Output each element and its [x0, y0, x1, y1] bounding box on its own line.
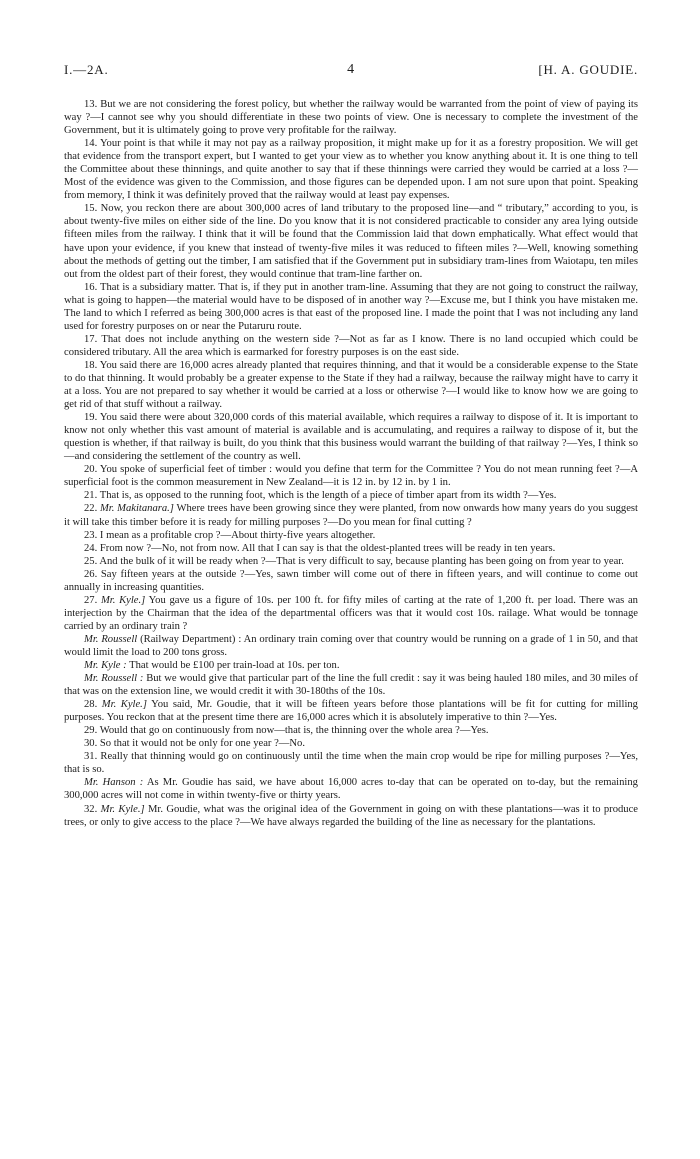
paragraph	[64, 542, 638, 555]
paragraph	[64, 502, 638, 528]
paragraph-text: Where trees have been growing since they were planted, from now onwards how many years do you suggest it will take this timber before it is ready for milling purposes ?—Do you mean for final cutting ?	[64, 503, 638, 528]
paragraph	[64, 659, 638, 672]
paragraph	[64, 202, 638, 280]
paragraph	[64, 633, 638, 659]
paragraph	[64, 737, 638, 750]
paragraph-text: That would be £100 per train-load at 10s. per ton.	[129, 660, 340, 672]
speaker-name: Mr. Kyle.]	[100, 594, 146, 606]
paragraph-text: Say fifteen years at the outside ?—Yes, sawn timber will come out of there in fifteen years, and will continue to come out annually in increasing quantities.	[64, 568, 638, 593]
paragraph	[64, 698, 638, 724]
speaker-name: Mr. Roussell	[84, 633, 138, 645]
speaker-name: Mr. Makitanara.]	[99, 503, 174, 515]
question-number: 27.	[84, 594, 98, 606]
paragraph-text: You said there are 16,000 acres already planted that requires thinning, and that it would be a considerable expense to the State to do that thinning. It would probably be a greater expense to the State if they had a railway, because the railway might have to carry it at a loss. You are not prepared to say whether it would be carried at a loss or otherwise ?—I would like to know how we are going to get rid of that stuff without a railway.	[64, 359, 638, 411]
paragraph-text: But we are not considering the forest policy, but whether the railway would be warranted from the point of view of paying its way ?—I cannot see why you should differentiate in these two points of view. One is necessary to complete the investment of the Government, but it is ultimately going to prove very profitable for the railway.	[64, 99, 638, 137]
speaker-name: Mr. Kyle.]	[101, 699, 147, 711]
question-number: 20.	[84, 464, 98, 476]
paragraph-text: That is a subsidiary matter. That is, if they put in another tram-line. Assuming that they are not going to construct the railway, what is going to happen—the material would have to be disposed of in another way ?—Excuse me, but I think you have mistaken me. The land to which I referred as being 300,000 acres is that east of the proposed line. I made the point that I was not including any land used for forestry purposes on or near the Putaruru route.	[64, 281, 638, 332]
paragraph	[64, 568, 638, 594]
paragraph-text: Really that thinning would go on continuously until the time when the main crop would be ripe for milling purposes ?—Yes, that is so.	[64, 751, 638, 776]
page-header	[64, 62, 638, 84]
question-number: 25.	[84, 555, 98, 567]
paragraph	[64, 776, 638, 802]
question-number: 19.	[84, 412, 98, 424]
paragraph	[64, 489, 638, 502]
paragraph-text: Now, you reckon there are about 300,000 acres of land tributary to the proposed line—and “ tributary,” according to you, is about twenty-five miles on either side of the line. Do you know that it is not considered practicable to consider any area lying outside fifteen miles from the railway. I think that it will be found that the Commission laid that down emphatically. What effect would that have upon your evidence, if you knew that instead of twenty-five miles it was reduced to fifteen miles ?—Well, knowing something about the methods of getting out the timber, I am satisfied that if the Government put in subsidiary tram-lines from Waiotapu, ten miles out from the oldest part of their forest, they would continue that tram-line farther on.	[64, 203, 638, 280]
paragraph-text: You spoke of superficial feet of timber : would you define that term for the Committee ? You do not mean running feet ?—A superficial foot is the common measurement in New Zealand—it is 12 in. by 12 in. by 1 in.	[64, 464, 638, 489]
paragraph	[64, 672, 638, 698]
question-number: 21.	[84, 490, 98, 502]
paragraph	[64, 98, 638, 137]
paragraph-text: So that it would not be only for one year ?—No.	[99, 738, 305, 750]
paragraph	[64, 281, 638, 333]
question-number: 28.	[84, 699, 98, 711]
question-number: 23.	[84, 529, 98, 541]
paragraph	[64, 724, 638, 737]
paragraph-text: But we would give that particular part of the line the full credit : say it was being hauled 180 miles, and 30 miles of that was on the extension line, we would credit it with 30-180ths of the 10s.	[64, 673, 638, 698]
paragraph-text: You said there were about 320,000 cords of this material available, which requires a railway to dispose of it. It is important to know not only whether this vast amount of material is available and is accumulating, and requires a railway to dispose of it, but the question is whether, if that railway is built, do you think that this business would warrant the building of that railway ?—Yes, I think so—and considering the settlement of the country as well.	[64, 412, 638, 463]
paragraph-text: Would that go on continuously from now—that is, the thinning over the whole area ?—Yes.	[99, 725, 489, 737]
paragraph-text: You gave us a figure of 10s. per 100 ft. for fifty miles of carting at the rate of 1,200 ft. per load. There was an interjection by the Chairman that the idea of the departmental officers was that it would cost 10s. railage. What would be tonnage carried by an ordinary train ?	[64, 594, 638, 632]
paragraph	[64, 359, 638, 411]
paragraph	[64, 750, 638, 776]
paragraph-text: (Railway Department) : An ordinary train coming over that country would be running on a grade of 1 in 50, and that would limit the load to 200 tons gross.	[64, 633, 638, 658]
paper-reference: I.—2A.	[64, 62, 109, 77]
question-number: 26.	[84, 568, 98, 580]
paragraph-text: You said, Mr. Goudie, that it will be fifteen years before those plantations will be fit for cutting for milling purposes. You reckon that at the present time there are 16,000 acres which it is absolutely imperative to thin ?—Yes.	[64, 699, 638, 724]
paragraph-text: That does not include anything on the western side ?—Not as far as I know. There is no land occupied which could be considered tributary. All the area which is earmarked for forestry purposes is on the east side.	[64, 333, 638, 358]
question-number: 31.	[84, 751, 98, 763]
speaker-name: Mr. Kyle :	[84, 660, 127, 672]
paragraph-text: Mr. Goudie, what was the original idea of the Government in going on with these plantations—was it to produce trees, or only to give access to the place ?—We have always regarded the building of the line as necessary for the plantations.	[64, 803, 638, 828]
paragraph-text: And the bulk of it will be ready when ?—That is very difficult to say, because planting has been going on from year to year.	[99, 555, 624, 567]
question-number: 18.	[84, 359, 98, 371]
paragraph-text: That is, as opposed to the running foot, which is the length of a piece of timber apart from its width ?—Yes.	[99, 490, 557, 502]
question-number: 32.	[84, 803, 98, 815]
paragraph	[64, 333, 638, 359]
document-body	[64, 98, 638, 829]
paragraph	[64, 803, 638, 829]
speaker-name: Mr. Hanson :	[84, 777, 144, 789]
paragraph	[64, 594, 638, 633]
question-number: 14.	[84, 138, 98, 150]
paragraph-text: Your point is that while it may not pay as a railway proposition, it might make up for it as a forestry proposition. We will get that evidence from the transport expert, but I wanted to get your view as to whether you know anything about it. It is one thing to tell the Committee about these thinnings, and quite another to say that if these thinnings were carried they would be carried at a loss ?—Most of the evidence was given to the Commission, and those figures can be depended upon. I am not sure upon that point. Speaking from memory, I think it was definitely proved that the railway would at least pay expenses.	[64, 138, 638, 202]
question-number: 15.	[84, 203, 98, 215]
question-number: 13.	[84, 99, 98, 110]
paragraph	[64, 529, 638, 542]
paragraph-text: I mean as a profitable crop ?—About thirty-five years altogether.	[99, 529, 376, 541]
question-number: 16.	[84, 281, 98, 293]
question-number: 29.	[84, 725, 98, 737]
question-number: 17.	[84, 333, 98, 345]
witness-name: [H. A. GOUDIE.	[538, 62, 638, 77]
question-number: 24.	[84, 542, 98, 554]
paragraph	[64, 411, 638, 463]
paragraph-text: As Mr. Goudie has said, we have about 16,000 acres to-day that can be operated on to-day, but the remaining 300,000 acres will not come in within twenty-five or thirty years.	[64, 777, 638, 802]
paragraph	[64, 463, 638, 489]
speaker-name: Mr. Roussell :	[84, 673, 144, 685]
question-number: 30.	[84, 738, 98, 750]
page-number: 4	[347, 62, 355, 77]
paragraph	[64, 137, 638, 202]
question-number: 22.	[84, 503, 98, 515]
speaker-name: Mr. Kyle.]	[100, 803, 145, 815]
paragraph-text: From now ?—No, not from now. All that I can say is that the oldest-planted trees will be ready in ten years.	[99, 542, 556, 554]
paragraph	[64, 555, 638, 568]
